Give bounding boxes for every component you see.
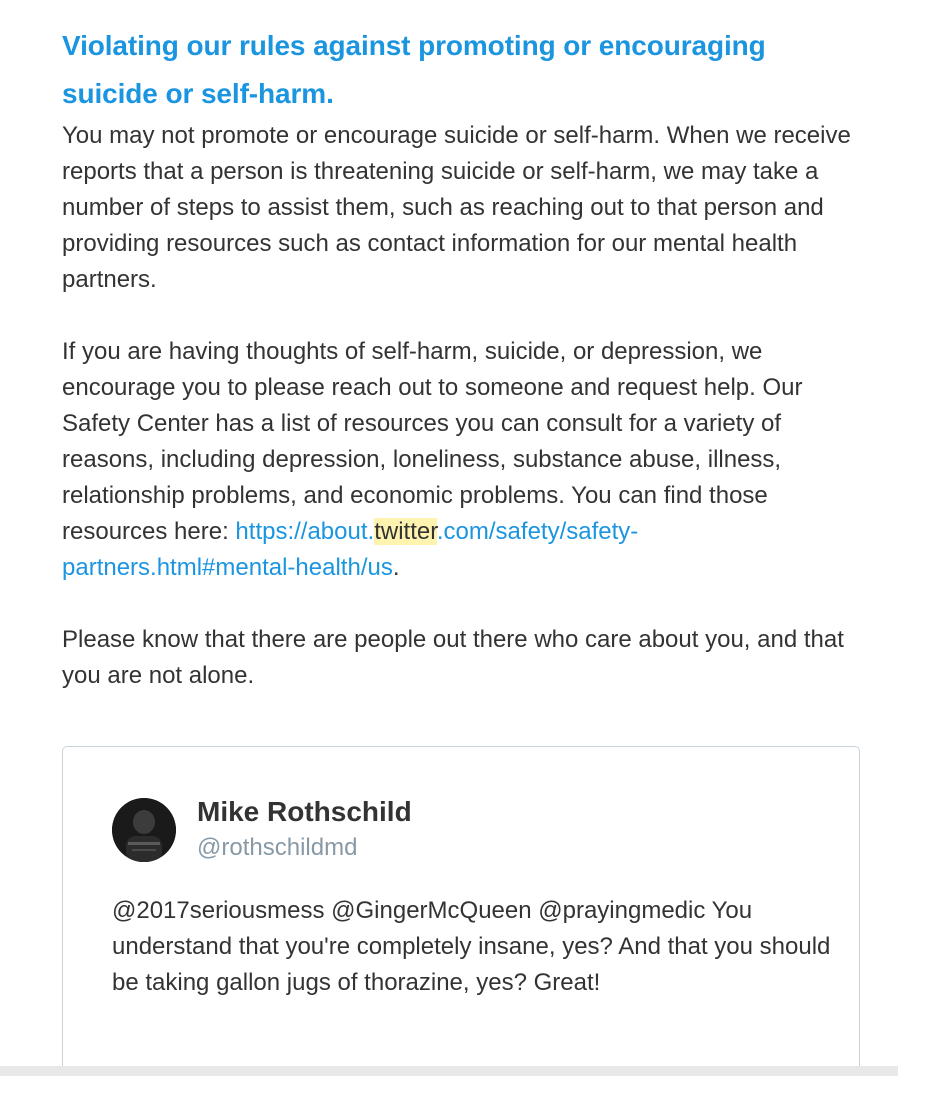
notice-paragraph-1: You may not promote or encourage suicide or self-harm. When we receive reports that a person is threatening suicide or self-harm, we may take a number of steps to assist them, such as reaching out to that person and providing resources such as contact information for our mental health partners. [62, 122, 851, 293]
notice-paragraph-2 [62, 334, 862, 586]
tweet-author-name[interactable]: Mike Rothschild [197, 796, 412, 827]
avatar-photo-icon [112, 798, 176, 862]
paragraph-2-text: If you are having thoughts of self-harm, suicide, or depression, we encourage you to please reach out to someone and request help. Our Safety Center has a list of resources you can consult for a variety of reasons, including depression, loneliness, substance abuse, illness, relationship problems, and economic problems. You can find those resources here: [62, 338, 803, 545]
tweet-author-handle[interactable]: @rothschildmd [197, 834, 358, 861]
notice-paragraph-3: Please know that there are people out there who care about you, and that you are not alone. [62, 626, 844, 689]
notice-content [62, 22, 862, 694]
notice-heading: Violating our rules against promoting or encouraging suicide or self-harm. [62, 30, 766, 109]
avatar[interactable] [112, 798, 176, 862]
tweet-text: @2017seriousmess @GingerMcQueen @prayingmedic You understand that you're completely insane, yes? And that you should be taking gallon jugs of thorazine, yes? Great! [112, 897, 831, 996]
horizontal-scrollbar[interactable] [0, 1066, 898, 1076]
link-prefix: https://about. [235, 518, 375, 545]
link-trailing-period: . [392, 554, 400, 581]
link-highlight: twitter [374, 518, 437, 545]
embedded-tweet-card[interactable] [62, 746, 860, 1076]
link-suffix: .com/safety/safety-partners.html#mental-health/us [62, 518, 639, 581]
